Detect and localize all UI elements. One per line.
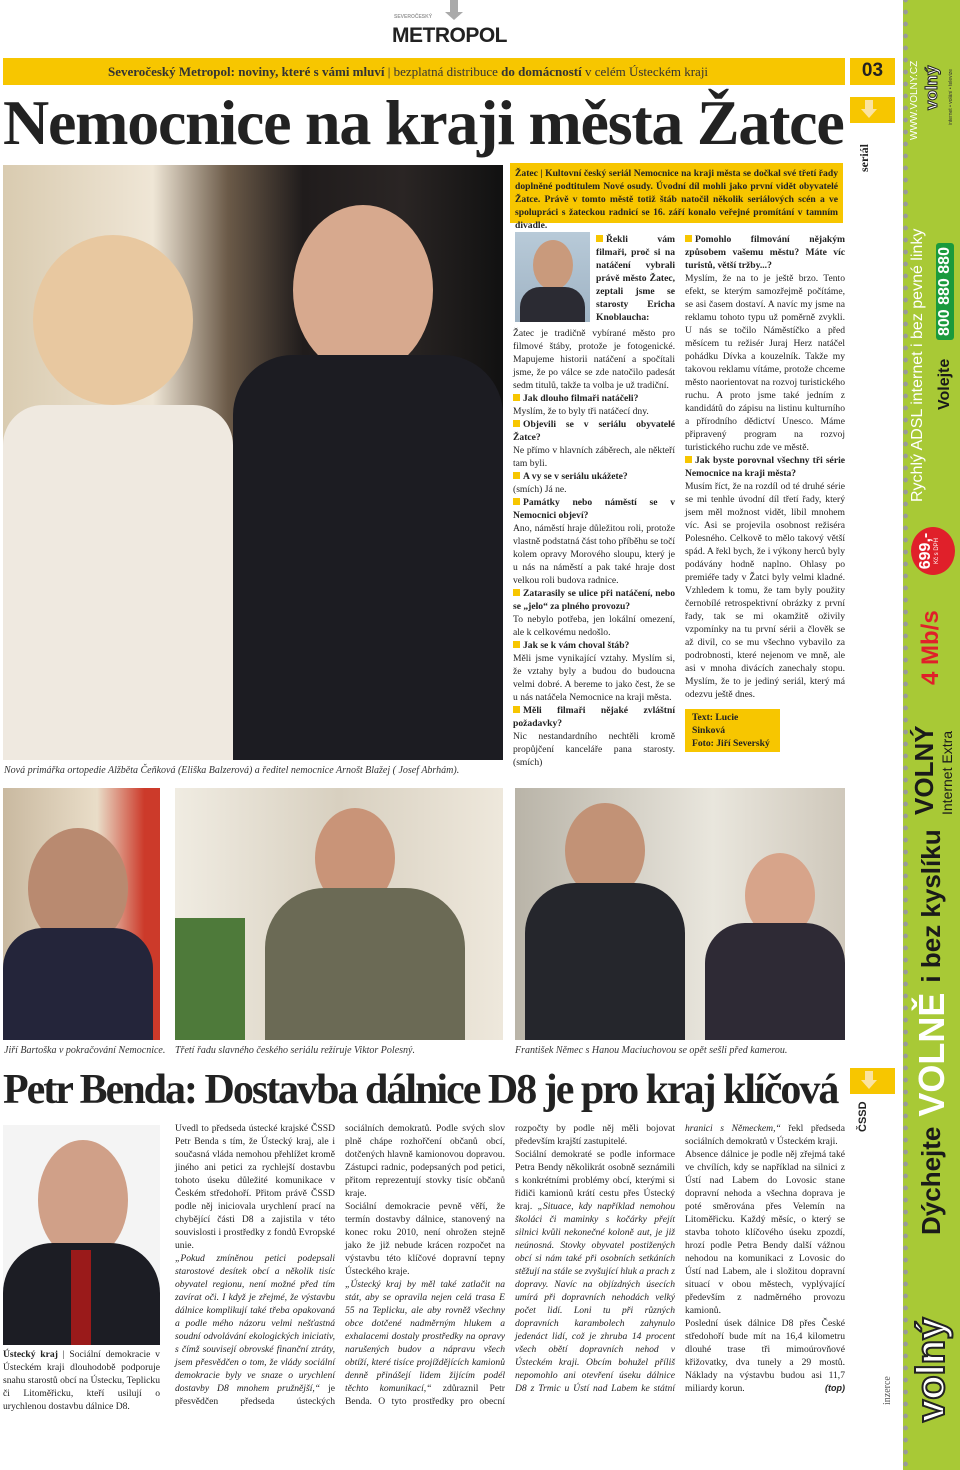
interview-question: Památky nebo náměstí se v Nemocnici objeví?: [513, 497, 675, 521]
interview-column-1: [513, 233, 675, 769]
photo-caption: Třetí řadu slavného českého seriálu režíruje Viktor Polesný.: [175, 1045, 415, 1056]
interview-answer: Ne přímo v hlavních záběrech, ale někteří tam byli.: [513, 445, 675, 469]
article-lead: Ústecký kraj | Sociální demokracie v Ústeckém kraji dlouhodobě podporuje snahu starostů obcí na Ústecku, Teplicku či Litoměřicku, kteří usilují o urychlenou dostavbu dálnice D8.: [3, 1349, 160, 1412]
photo-nemec-maciuchova: [515, 788, 845, 1040]
interview-answer: Myslím, že to byly tři natáčecí dny.: [513, 406, 649, 417]
photo-figure: [293, 205, 433, 375]
interview-answer: Ano, náměstí hraje důležitou roli, protože vlastně podstatná část toho příběhu se točí kolem opravy Morového sloupu, který je u nás na náměstí a pak také hraje dost velkou roli budova radnice.: [513, 523, 675, 586]
article-text: Uvedl to předseda ústecké krajské ČSSD Petr Benda s tím, že Ústecký kraj, ale i současná vláda nemohou přehlížet kromě jiného ani petici za rychlejší dostavbu tohoto úseku důležité komunikace v Českém středohoří. Přitom právě ČSSD podle něj iniciovala urychlení prací na chybějící části D8 a zajistila v této souvislosti i prostředky z fondů Evropské unie. „Pokud zmíněnou petici podepsali starostové desítek obcí a několik tisíc obyvatel regionu, není možné před tím zavírat oči. I když je zřejmé, že výstavbu dálnice komplikují také třeba opakovaná a podle mého názoru velmi nešťastná soudní odvolávání ekologických iniciativ, s čímž souvisejí obrovské finanční ztráty, jsem přesvědčen o tom, že vlády sociální demokracie byly ve snaze o urychlení dostavby D8 mnohem pružnější,“ je přesvědčen předseda ústeckých sociálních demokratů. Podle svých slov plně chápe rozhořčení občanů obcí, dotčených hlavně kamionovou dopravou. Zástupci radnic, podepsaných pod petici, přitom reprezentují stovky tisíc občanů kraje. Sociální demokracie pevně věří, že termín dostavby dálnice, stanovený na konec roku 2010, není ohrožen stejně jako že již nebude krácen rozpočet na výstavbu této klíčové dopravní tepny Ústeckého kraje. „Ústecký kraj by měl také zatlačit na stát, aby se opravila nejen celá trasa E 55 na Teplicku, ale aby rovněž všechny obce dotčené nadměrným hlukem a exhalacemi dostaly prostředky na opravy narušených budov a nápravu všech obtíží, které tisíce projíždějících kamionů denně přinášejí lidem žijícím podél těchto komunikací,“ zdůraznil Petr Benda. O tyto prostředky pro obecní rozpočty by podle něj měli bojovat především krajští zastupitelé. Sociální demokraté se podle informace Petra Bendy několikrát osobně seznámili s konkrétními problémy obcí, kterými si řidiči kamionů krátí cestu přes Ústecký kraj. „Situace, kdy například nemohou školáci či maminky s kočárky přejít silnici kvůli nekonečné koloně aut, je již neúnosná. Stovky obyvatel postižených obcí si nám také při osobních setkáních stěžují na stále se zvyšující hluk a prach z dopravy. Navíc na objízdných úsecích umírá při dopravních nehodách velký počet lidí. Loni tu při různých dopravních karambolech zahynulo jedenáct lidí, což je zhruba 14 procent všech obětí dopravních nehod v Ústeckém kraji. Obcím bohužel příliš nepomohlo ani otevření úseku dálnice D8 z Trmic u Ústí nad Labem ke státní hranici s Německem,“ řekl předseda sociálních demokratů v Ústeckém kraji. Absence dálnice je podle něj zřejmá také ve chvílích, kdy se například na silnici z Ústí nad Labem do Lovosic stane dopravní nehoda a všechna doprava je poté směrována přes Velemín na Litoměřicku. Každý měsíc, o který se stavba tohoto klíčového úseku zpozdí, hrozí podle Petra Bendy další vážnou nehodou na komunikaci z Lovosic do Ústí nad Labem, ale i složitou dopravní situací v obou městech, vyplývající především z nadměrného provozu kamionů. Poslední úsek dálnice D8 přes České středohoří bude mít na 16,4 kilometru dlouhé trase tři mimoúrovňové křižovatky, dva tunely a 29 mostů. Náklady na výstavbu budou asi 11,7 miliardy korun. (top): [175, 1123, 845, 1407]
section-label: ČSSD: [857, 1101, 869, 1132]
volny-logo: volný: [909, 1317, 953, 1422]
photo-figure: [265, 888, 465, 1040]
interview-answer: Žatec je tradičně vybírané město pro filmové štáby, protože je fotogenické. Mapujeme historii natáčení a spočítali jsme, že po válce se zde natočilo padesát sedm titulů, takže ta volba je už tradiční.: [513, 328, 675, 391]
credit-line: Text: Lucie Sinková: [692, 712, 739, 736]
interview-question: Objevili se v seriálu obyvatelé Žatce?: [513, 419, 675, 443]
headline: Nemocnice na kraji města Žatce: [3, 87, 844, 158]
price-badge: 699,- Kč s DPH: [911, 527, 955, 575]
ad-product: VOLNÝ: [909, 725, 939, 815]
photo-figure: [525, 883, 685, 1040]
ad-call: Volejte: [936, 358, 953, 410]
top-banner: Severočeský Metropol: noviny, které s vámi mluví | bezplatná distribuce do domácností v celém Ústeckém kraji: [3, 58, 845, 85]
photo-figure: [71, 1250, 91, 1345]
benda-portrait: [3, 1125, 160, 1345]
ad-slogan-part: i bez kyslíku: [916, 829, 946, 983]
photo-figure: [175, 918, 245, 1040]
photo-figure: [3, 928, 153, 1040]
interview-answer: Musím říct, že na rozdíl od té druhé série se mi tenhle úvodní díl třetí řady, který jsem měl možnost vidět, libil mnohem víc. Asi se projevila osobnost režiséra Polesného. Celkově to mělo takový větší spád. A řekl bych, že i výkony herců byly podávány hodně naplno. Ohlasy po premiéře tady v Žatci byly velmi kladné. Vzhledem k tomu, že tam byly použity černobílé retrospektivní obrázky z první řady, tak se mi okamžitě oživily vzpomínky na tu první sérii a člověk se až divil, co se mu všechno vybavilo za podrobnosti, které nejenom ve mně, ale asi v mnoha divácích zanechaly stopu. Myslím, že to je jediný seriál, který má odezvu ještě dnes.: [685, 481, 845, 700]
volny-small-logo: volný: [922, 65, 941, 110]
interview-question: Pomohlo filmování nějakým způsobem vašemu městu? Máte víc turistů, větší tržby...?: [685, 234, 845, 271]
interview-question: Jak dlouho filmaři natáčeli?: [513, 392, 675, 405]
interview-question: Jak se k vám choval štáb?: [513, 639, 675, 652]
photo-caption: Nová primářka ortopedie Alžběta Čeňková (Eliška Balzerová) a ředitel nemocnice Arnošt Blažej ( Josef Abrhám).: [4, 765, 460, 776]
ad-headline: Rychlý ADSL internet i bez pevné linky: [909, 228, 926, 502]
photo-figure: [3, 405, 233, 760]
photo-figure: [233, 355, 503, 760]
masthead-logo: SEVEROČESKÝ METROPOL: [390, 8, 515, 43]
article-body: [175, 1122, 845, 1408]
ad-slogan-part: Dýchejte: [916, 1126, 946, 1235]
main-photo: [3, 165, 503, 760]
interview-question: Měli filmaři nějaké zvláštní požadavky?: [513, 705, 675, 729]
interview-answer: (smích) Já ne.: [513, 484, 567, 495]
photo-figure: [38, 1140, 128, 1260]
photo-polesny: [175, 788, 503, 1040]
perforation: [903, 0, 908, 1470]
interview-column-2: [685, 233, 845, 752]
advertisement-volny[interactable]: [903, 0, 960, 1470]
interview-answer: To nebylo potřeba, jen lokální omezení, ale k celkovému nedošlo.: [513, 614, 675, 638]
interview-question: A vy se v seriálu ukážete?: [513, 470, 675, 483]
interview-question: Zatarasily se ulice při natáčení, nebo se „jelo“ za plného provozu?: [513, 588, 675, 612]
ad-phone-number[interactable]: 800 880 880: [936, 243, 954, 340]
ad-services: internet • volání • televize: [948, 68, 954, 125]
photo-bartoska: [3, 788, 160, 1040]
ad-speed: 4 Mb/s: [917, 610, 944, 685]
ad-slogan-part: VOLNĚ: [910, 992, 952, 1117]
page-number: 03: [850, 58, 895, 85]
interview-answer: Myslím, že na to je ještě brzo. Tento efekt, se kterým samozřejmě počítáme, se asi časem dostaví. A navíc my jsme na reklamu tohoto typu už poměrně zvykli. U nás se točilo Náměstíčko a před měsícem tu režisér Juraj Herz natáčel pohádku Dívka a kouzelník. Takže my takovou reklamu vítáme, protože chceme město naorientovat na rozvoj turistického ruchu. A proto jsme také jedním z kandidátů do zápisu na listinu kulturního a přírodního dědictví Unesco. Máme připravený program na rozvoj turistického ruchu zde ve městě.: [685, 273, 845, 453]
advertisement-label: inzerce: [882, 1376, 893, 1405]
photo-caption: František Němec s Hanou Maciuchovou se opět sešli před kamerou.: [515, 1045, 788, 1056]
photo-caption: Jiří Bartoška v pokračování Nemocnice.: [4, 1045, 166, 1056]
credit-line: Foto: Jiří Severský: [692, 738, 770, 749]
photo-figure: [33, 235, 193, 405]
section-label: seriál: [857, 144, 871, 172]
headline-2: Petr Benda: Dostavba dálnice D8 je pro kraj klíčová: [3, 1067, 838, 1113]
section-arrow-icon: [850, 97, 895, 123]
credits-box: [685, 709, 780, 752]
ad-product-sub: Internet Extra: [939, 730, 955, 815]
interview-answer: Měli jsme vynikající vztahy. Myslím si, že vztahy byly a budou do budoucna velmi dobré. A bereme to jako čest, že se u nás natáčela Nemocnice na kraji města.: [513, 653, 675, 703]
interview-answer: Nic nestandardního nechtěli kromě propůjčení kanceláře pana starosty. (smích): [513, 731, 675, 768]
ad-slogan: [903, 829, 960, 1235]
photo-figure: [705, 923, 845, 1040]
arrow-down-icon: [450, 0, 458, 14]
interview-question: Jak byste porovnal všechny tři série Nemocnice na kraji města?: [685, 455, 845, 479]
article-intro: Žatec | Kultovní český seriál Nemocnice na kraji města se dočkal své třetí řady doplněné podtitulem Nové osudy. Úvodní díl mohli jako první vidět obyvatelé Žatce. Právě v tomto městě totiž štáb natočil několik seriálových scén a ve spolupráci s žateckou radnicí se 16. září konalo veřejné promítání v tamním divadle.: [510, 163, 843, 223]
section-arrow-icon: [850, 1068, 895, 1094]
ad-url-link[interactable]: WWW.VOLNY.CZ: [909, 60, 920, 140]
interview-question: Řekli vám filmaři, proč si na natáčení vybrali právě město Žatec, zeptali jsme se starosty Ericha Knoblaucha:: [596, 234, 675, 323]
